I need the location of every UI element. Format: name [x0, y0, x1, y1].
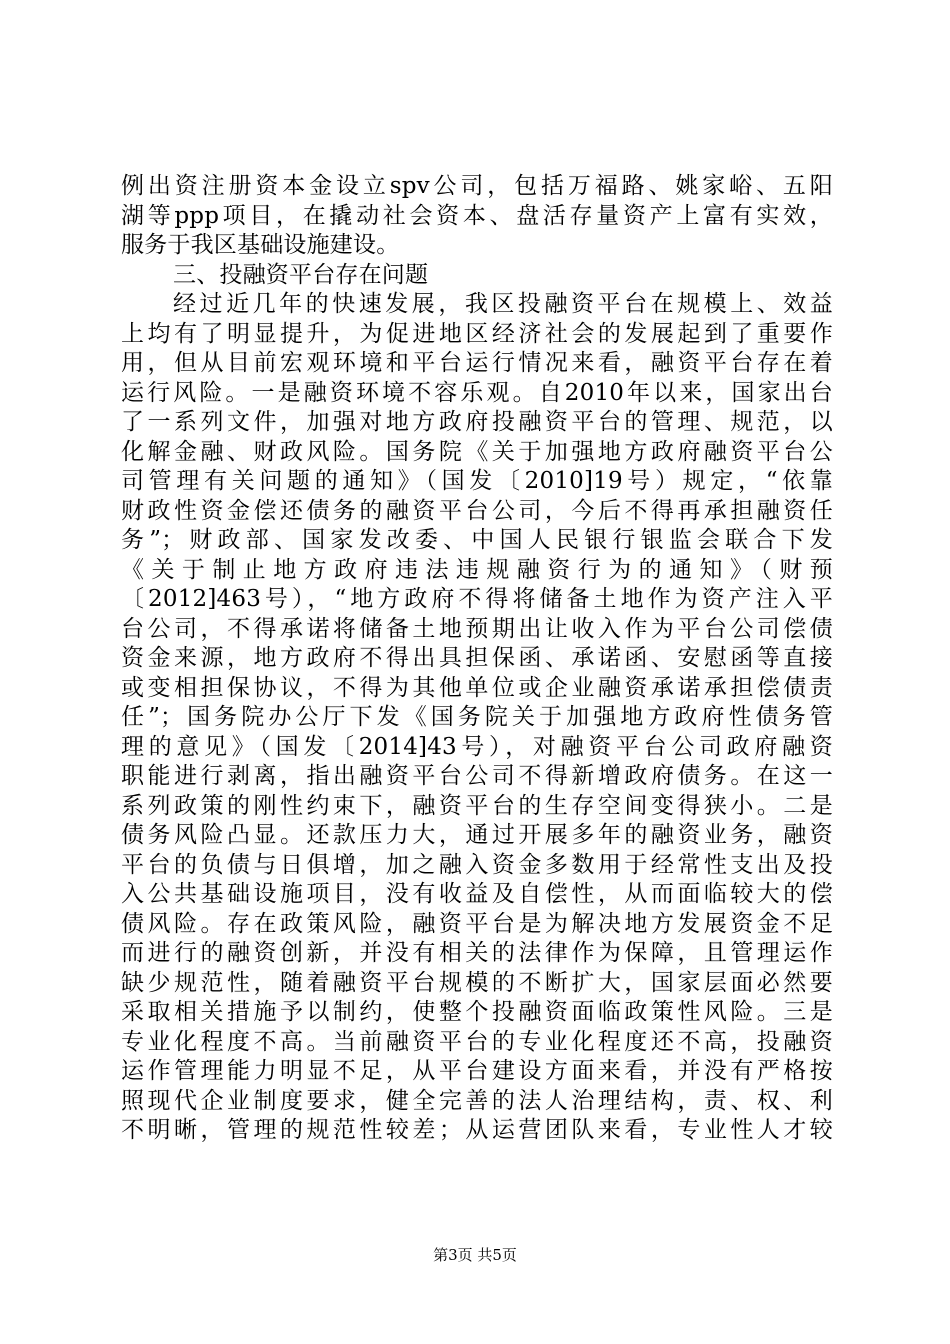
text-line: 上均有了明显提升，为促进地区经济社会的发展起到了重要作 [121, 320, 833, 347]
text-line: 司管理有关问题的通知》（国发〔2010]19号）规定，“依靠 [121, 468, 833, 494]
text-line: 用，但从目前宏观环境和平台运行情况来看，融资平台存在着 [121, 350, 833, 376]
text-line: 平台的负债与日俱增，加之融入资金多数用于经常性支出及投 [121, 851, 833, 878]
text-line: 照现代企业制度要求，健全完善的法人治理结构，责、权、利 [121, 1087, 833, 1114]
text-line: 《关于制止地方政府违法违规融资行为的通知》（财预 [121, 556, 833, 583]
text-line: 资金来源，地方政府不得出具担保函、承诺函、安慰函等直接 [121, 645, 833, 671]
text-line: 经过近几年的快速发展，我区投融资平台在规模上、效益 [173, 291, 833, 317]
text-line: 采取相关措施予以制约，使整个投融资面临政策性风险。三是 [121, 999, 833, 1025]
body-text [121, 172, 833, 1146]
text-line: 职能进行剥离，指出融资平台公司不得新增政府债务。在这一 [121, 763, 833, 789]
text-line: 三、投融资平台存在问题 [173, 261, 429, 288]
text-line: 例出资注册资本金设立spv公司，包括万福路、姚家峪、五阳 [121, 173, 833, 199]
text-line: 或变相担保协议，不得为其他单位或企业融资承诺承担偿债责 [121, 674, 833, 701]
text-line: 湖等ppp项目，在撬动社会资本、盘活存量资产上富有实效， [121, 202, 833, 229]
page-footer: 第3页 共5页 [433, 1246, 517, 1264]
text-line: 缺少规范性，随着融资平台规模的不断扩大，国家层面必然要 [121, 969, 833, 996]
text-line: 化解金融、财政风险。国务院《关于加强地方政府融资平台公 [121, 438, 833, 465]
text-line: 入公共基础设施项目，没有收益及自偿性，从而面临较大的偿 [121, 881, 833, 907]
text-line: 〔2012]463号），“地方政府不得将储备土地作为资产注入平 [121, 586, 833, 612]
text-line: 不明晰，管理的规范性较差；从运营团队来看，专业性人才较 [121, 1117, 833, 1143]
text-line: 系列政策的刚性约束下，融资平台的生存空间变得狭小。二是 [121, 792, 833, 819]
text-line: 理的意见》（国发〔2014]43号），对融资平台公司政府融资 [121, 733, 833, 760]
text-line: 务”；财政部、国家发改委、中国人民银行银监会联合下发 [121, 527, 833, 553]
text-line: 台公司，不得承诺将储备土地预期出让收入作为平台公司偿债 [121, 615, 833, 642]
text-line: 而进行的融资创新，并没有相关的法律作为保障，且管理运作 [121, 940, 833, 966]
text-line: 服务于我区基础设施建设。 [121, 232, 400, 258]
text-line: 专业化程度不高。当前融资平台的专业化程度还不高，投融资 [121, 1028, 833, 1055]
text-line: 债务风险凸显。还款压力大，通过开展多年的融资业务，融资 [121, 822, 833, 848]
text-line: 了一系列文件，加强对地方政府投融资平台的管理、规范，以 [121, 409, 833, 435]
text-line: 运作管理能力明显不足，从平台建设方面来看，并没有严格按 [121, 1058, 833, 1084]
text-line: 债风险。存在政策风险，融资平台是为解决地方发展资金不足 [121, 910, 833, 937]
text-line: 运行风险。一是融资环境不容乐观。自2010年以来，国家出台 [121, 379, 833, 406]
text-line: 任”；国务院办公厅下发《国务院关于加强地方政府性债务管 [121, 704, 833, 730]
text-line: 财政性资金偿还债务的融资平台公司，今后不得再承担融资任 [121, 497, 833, 524]
